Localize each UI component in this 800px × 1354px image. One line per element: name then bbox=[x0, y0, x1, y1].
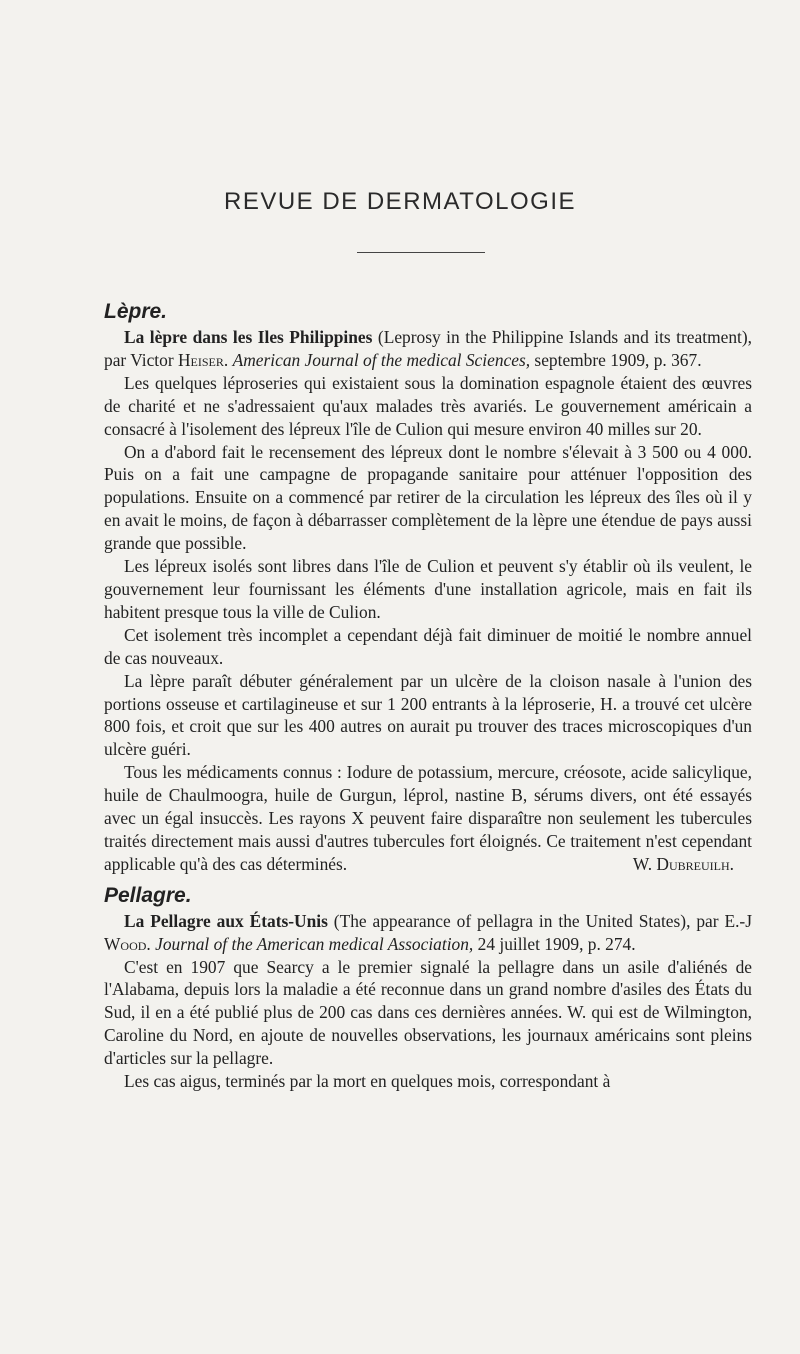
paragraph-with-signature bbox=[104, 761, 752, 876]
article-title: La Pellagre aux États-Unis bbox=[124, 910, 328, 931]
journal-name: American Journal of the medical Sciences, bbox=[232, 349, 531, 370]
reference-date: septembre 1909, p. 367. bbox=[530, 349, 702, 370]
paragraph: C'est en 1907 que Searcy a le premier signalé la pellagre dans un asile d'aliénés de l'Alabama, depuis lors la maladie a été reconnue dans un grand nombre d'asiles des États du Sud, il en a été publié plus de 200 cas dans ces dernières années. W. qui est de Wilmington, Caroline du Nord, en ajoute de nouvelles observations, les journaux américains sont pleins d'articles sur la pellagre. bbox=[104, 956, 752, 1069]
page-title: REVUE DE DERMATOLOGIE bbox=[223, 188, 576, 215]
reference-text: (The appearance of pellagra in the United States), par E.-J bbox=[327, 910, 752, 931]
reference-text: (Leprosy in the Philippine Islands and its treatment), par Victor bbox=[104, 327, 752, 370]
paragraph: La lèpre paraît débuter généralement par un ulcère de la cloison nasale à l'union des portions osseuse et cartilagineuse et sur 1 200 entrants à la léproserie, H. a trouvé cet ulcère 800 fois, et croit que sur les 400 autres on aurait pu trouver des traces microscopiques d'un ulcère guéri. bbox=[104, 670, 752, 760]
paragraph: On a d'abord fait le recensement des lépreux dont le nombre s'élevait à 3 500 ou 4 000. Puis on a fait une campagne de propagande sanitaire pour atténuer l'opposition des populations. Ensuite on a commencé par retirer de la circulation les lépreux des îles où il y en avait le moins, de façon à débarrasser complètement de la lèpre une étendue de pays aussi grande que possible. bbox=[104, 441, 752, 554]
article-title: La lèpre dans les Iles Philippines bbox=[124, 327, 373, 347]
paragraph: Cet isolement très incomplet a cependant déjà fait diminuer de moitié le nombre annuel de cas nouveaux. bbox=[104, 624, 752, 668]
signature: W. Dubreuilh. bbox=[632, 853, 734, 874]
article-reference bbox=[104, 910, 752, 956]
journal-name: Journal of the American medical Association, bbox=[155, 933, 474, 954]
paragraph: Les cas aigus, terminés par la mort en quelques mois, correspondant à bbox=[124, 1071, 611, 1092]
article-reference bbox=[104, 326, 752, 372]
title-rule bbox=[357, 252, 485, 253]
section-heading-pellagre: Pellagre. bbox=[104, 883, 192, 907]
author-name: Heiser bbox=[177, 349, 224, 370]
paragraph: Les lépreux isolés sont libres dans l'île de Culion et peuvent s'y établir où ils veulent, le gouvernement leur fournissant les éléments d'une installation agricole, mais en fait ils habitent presque tous la ville de Culion. bbox=[104, 556, 752, 622]
paragraph-text: Tous les médicaments connus : Iodure de potassium, mercure, créosote, acide salicylique, huile de Chaulmoogra, huile de Gurgun, léprol, nastine B, sérums divers, ont été essayés avec un égal insuccès. Les rayons X peuvent faire disparaître non seulement les tubercules traités directement mais aussi d'autres tubercules fort éloignés. Ce traitement n'est cependant applicable qu'à des cas déterminés. bbox=[104, 762, 752, 874]
section-spacer bbox=[104, 876, 752, 884]
reference-date: 24 juillet 1909, p. 274. bbox=[473, 933, 636, 954]
article-body bbox=[104, 300, 752, 1093]
section-heading-lepre: Lèpre. bbox=[104, 300, 168, 323]
reference-sep: . bbox=[223, 349, 233, 370]
reference-sep: . bbox=[146, 933, 156, 954]
paragraph: Les quelques léproseries qui existaient sous la domination espagnole étaient des œuvres de charité et ne s'adressaient qu'aux malades très avariés. Le gouvernement américain a consacré à l'isolement des lépreux l'île de Culion qui mesure environ 40 milles sur 20. bbox=[104, 372, 752, 439]
author-name: Wood bbox=[104, 933, 147, 954]
